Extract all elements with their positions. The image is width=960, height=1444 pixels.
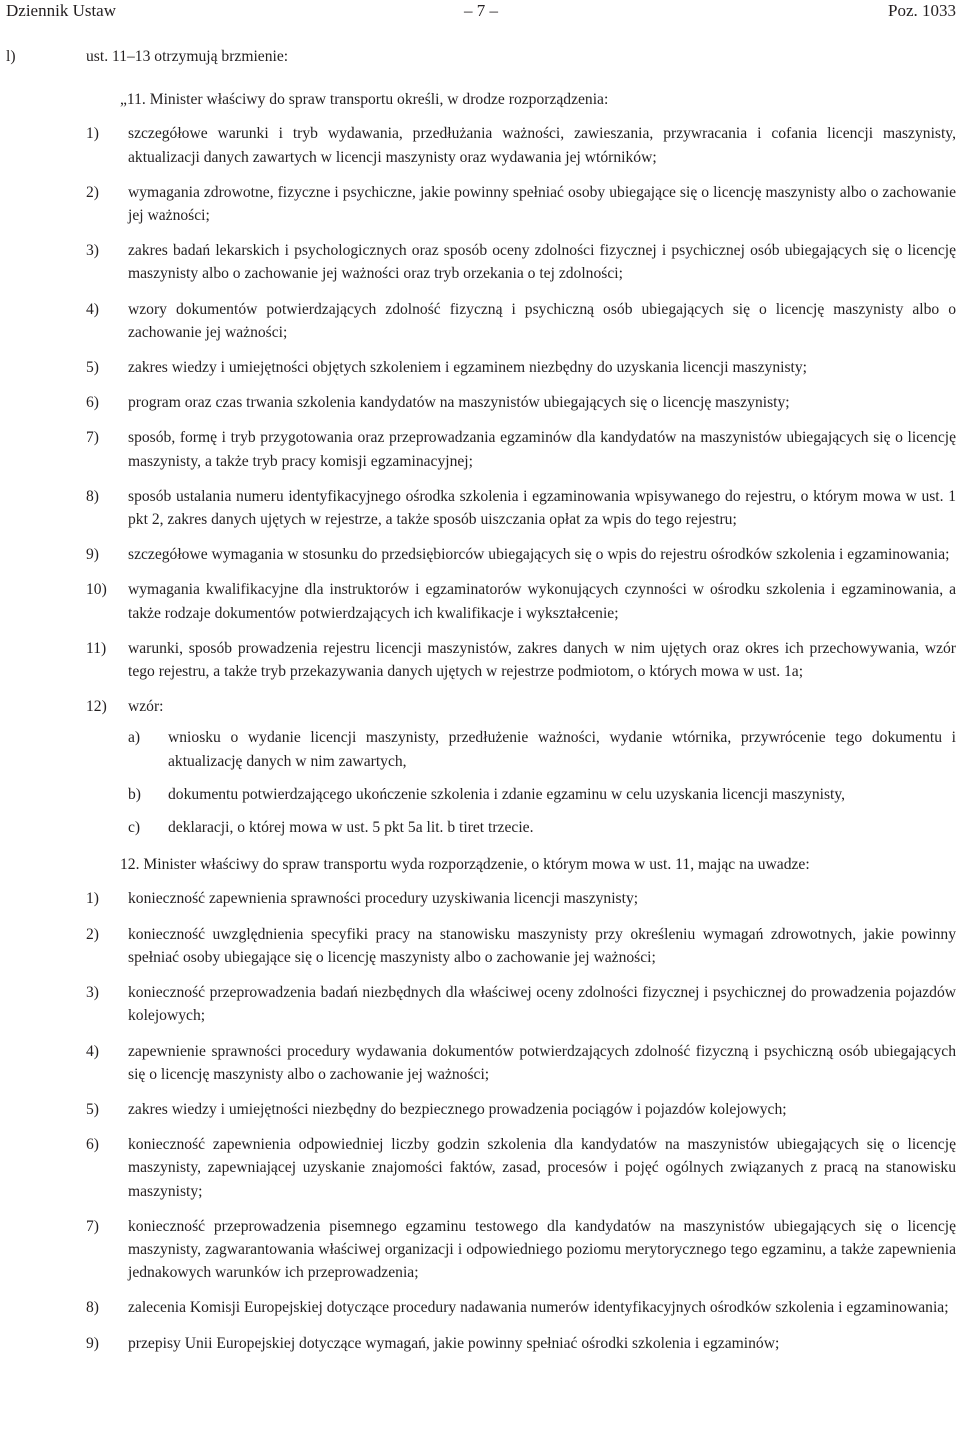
item-number: 9) — [86, 1334, 99, 1352]
amendment-label: l) — [6, 48, 16, 65]
item-text: wzór: — [128, 698, 164, 716]
journal-title: Dziennik Ustaw — [6, 1, 117, 20]
item-number: 7) — [86, 1217, 99, 1235]
sub-item-letter: c) — [128, 819, 141, 837]
item-number: 6) — [86, 394, 99, 412]
list-item — [6, 543, 956, 566]
item-text: program oraz czas trwania szkolenia kandydatów na maszynistów ubiegających się o licencję maszynisty; — [128, 394, 790, 412]
item-text: przepisy Unii Europejskiej dotyczące wymagań, jakie powinny spełniać ośrodki szkolenia i egzaminów; — [128, 1334, 780, 1352]
item-number: 1) — [86, 890, 99, 908]
item-text: szczegółowe wymagania w stosunku do przedsiębiorców ubiegających się o wpis do rejestru ośrodków szkolenia i egzaminowania; — [128, 546, 950, 564]
sub-item-text: deklaracji, o której mowa w ust. 5 pkt 5a lit. b tiret trzecie. — [168, 819, 534, 837]
sub-item-text: wniosku o wydanie licencji maszynisty, przedłużenie ważności, wydanie wtórnika, przywrócenie tego dokumentu i aktualizację danych w nim zawartych, — [168, 729, 956, 770]
list-item — [6, 391, 956, 414]
item-text: szczegółowe warunki i tryb wydawania, przedłużania ważności, zawieszania, przywracania i cofania licencji maszynisty, aktualizacji danych zawartych w licencji maszynisty oraz wydawania jej wtórników; — [128, 125, 956, 166]
list-item — [6, 356, 956, 379]
item-number: 12) — [86, 698, 107, 716]
list-item — [6, 578, 956, 624]
item-number: 5) — [86, 1100, 99, 1118]
item-number: 6) — [86, 1136, 99, 1154]
list-item — [6, 1098, 956, 1121]
list-item — [6, 485, 956, 531]
list-item — [6, 981, 956, 1027]
amendment-text: ust. 11–13 otrzymują brzmienie: — [86, 48, 289, 65]
running-header — [6, 0, 956, 26]
list-item — [6, 1215, 956, 1285]
item-number: 4) — [86, 300, 99, 318]
sub-item-letter: b) — [128, 785, 141, 803]
item-text: konieczność zapewnienia odpowiedniej liczby godzin szkolenia dla kandydatów na maszynistów ubiegających się o licencję maszynisty, zapewniającej uzyskanie znajomości faktów, zasad, procesów i pojęć ogólnych związanych z pracą na stanowisku maszynisty; — [128, 1136, 956, 1200]
list-item — [6, 298, 956, 344]
list-item — [6, 426, 956, 472]
position-number: Poz. 1033 — [888, 1, 956, 20]
list-item — [6, 122, 956, 168]
item-text: sposób, formę i tryb przygotowania oraz przeprowadzania egzaminów dla kandydatów na maszynistów ubiegających się o licencję maszynisty, a także tryb pracy komisji egzaminacyjnej; — [128, 429, 956, 470]
item-number: 2) — [86, 925, 99, 943]
item-number: 3) — [86, 984, 99, 1002]
sub-item-text: dokumentu potwierdzającego ukończenie szkolenia i zdanie egzaminu w celu uzyskania licencji maszynisty, — [168, 785, 846, 803]
item-number: 7) — [86, 429, 99, 447]
item-text: konieczność przeprowadzenia pisemnego egzaminu testowego dla kandydatów na maszynistów ubiegających się o licencję maszynisty, zagwarantowania właściwej organizacji i odpowiedniego poziomu merytorycznego tego egzaminu, a także zapewnienia jednakowych warunków ich przeprowadzenia; — [128, 1217, 956, 1282]
list-item — [6, 1332, 956, 1355]
item-number: 2) — [86, 183, 99, 201]
section-12-intro: 12. Minister właściwy do spraw transportu wyda rozporządzenie, o którym mowa w ust. 11, mając na uwadze: — [120, 856, 810, 874]
sub-list-item — [128, 816, 956, 839]
amendment-intro — [6, 45, 956, 68]
item-number: 1) — [86, 125, 99, 143]
list-item — [6, 181, 956, 227]
item-text: zakres wiedzy i umiejętności objętych szkoleniem i egzaminem niezbędny do uzyskania licencji maszynisty; — [128, 359, 807, 377]
item-text: wymagania zdrowotne, fizyczne i psychiczne, jakie powinny spełniać osoby ubiegające się o licencję maszynisty albo o zachowanie jej ważności; — [128, 183, 956, 225]
item-text: zakres badań lekarskich i psychologicznych oraz sposób oceny zdolności fizycznej i psychicznej osób ubiegających się o licencję maszynisty albo o zachowanie jej ważności oraz tryb orzekania o tej zdolności; — [128, 242, 956, 283]
section-12-list — [6, 887, 956, 1354]
list-item — [6, 1133, 956, 1203]
sub-list-item — [128, 726, 956, 772]
item-text: konieczność przeprowadzenia badań niezbędnych dla właściwej oceny zdolności fizycznej i psychicznej do prowadzenia pojazdów kolejowych; — [128, 984, 956, 1025]
item-text: konieczność uwzględnienia specyfiki pracy na stanowisku maszynisty przy określeniu wymagań zdrowotnych, jakie powinny spełniać osoby ubiegające się o licencję maszynisty albo o zachowanie jej ważności; — [128, 925, 956, 966]
section-11-intro: „11. Minister właściwy do spraw transportu określi, w drodze rozporządzenia: — [120, 91, 609, 109]
item-text: zalecenia Komisji Europejskiej dotyczące procedury nadawania numerów identyfikacyjnych ośrodków szkolenia i egzaminowania; — [128, 1299, 949, 1317]
item-number: 9) — [86, 546, 99, 564]
item-text: warunki, sposób prowadzenia rejestru licencji maszynistów, zakres danych w nim ujętych oraz okres ich przechowywania, wzór tego rejestru, a także tryb przekazywania danych ujętych w rejestrze podmiotom, o których mowa w ust. 1a; — [128, 639, 956, 681]
item-text: konieczność zapewnienia sprawności procedury uzyskiwania licencji maszynisty; — [128, 890, 639, 908]
item-text: zapewnienie sprawności procedury wydawania dokumentów potwierdzających zdolność fizyczną i psychiczną osób ubiegających się o licencję maszynisty albo o zachowanie jej ważności; — [128, 1042, 956, 1083]
page-number: – 7 – — [464, 1, 498, 20]
list-item — [6, 887, 956, 910]
item-text: wzory dokumentów potwierdzających zdolność fizyczną i psychiczną osób ubiegających się o licencję maszynisty albo o zachowanie jej ważności; — [128, 300, 956, 341]
list-item — [6, 695, 956, 839]
item-number: 8) — [86, 1299, 99, 1317]
sub-list — [128, 726, 956, 839]
section-11-list — [6, 122, 956, 839]
item-text: wymagania kwalifikacyjne dla instruktorów i egzaminatorów wykonujących czynności w ośrodku szkolenia i egzaminowania, a także rodzaje dokumentów potwierdzających ich kwalifikacje i wykształcenie; — [128, 581, 956, 622]
list-item — [6, 239, 956, 285]
item-number: 4) — [86, 1042, 99, 1060]
item-number: 3) — [86, 242, 99, 260]
item-number: 11) — [86, 639, 107, 657]
sub-item-letter: a) — [128, 729, 141, 747]
list-item — [6, 1296, 956, 1319]
item-text: zakres wiedzy i umiejętności niezbędny do bezpiecznego prowadzenia pociągów i pojazdów kolejowych; — [128, 1100, 787, 1118]
item-number: 5) — [86, 359, 99, 377]
item-number: 8) — [86, 487, 99, 505]
list-item — [6, 1040, 956, 1086]
item-number: 10) — [86, 581, 107, 599]
sub-list-item — [128, 783, 956, 806]
list-item — [6, 637, 956, 683]
list-item — [6, 923, 956, 969]
item-text: sposób ustalania numeru identyfikacyjnego ośrodka szkolenia i egzaminowania wpisywanego do rejestru, o którym mowa w ust. 1 pkt 2, zakres danych ujętych w rejestrze, a także sposób uiszczania opłat za wpis do tego rejestru; — [128, 487, 956, 529]
